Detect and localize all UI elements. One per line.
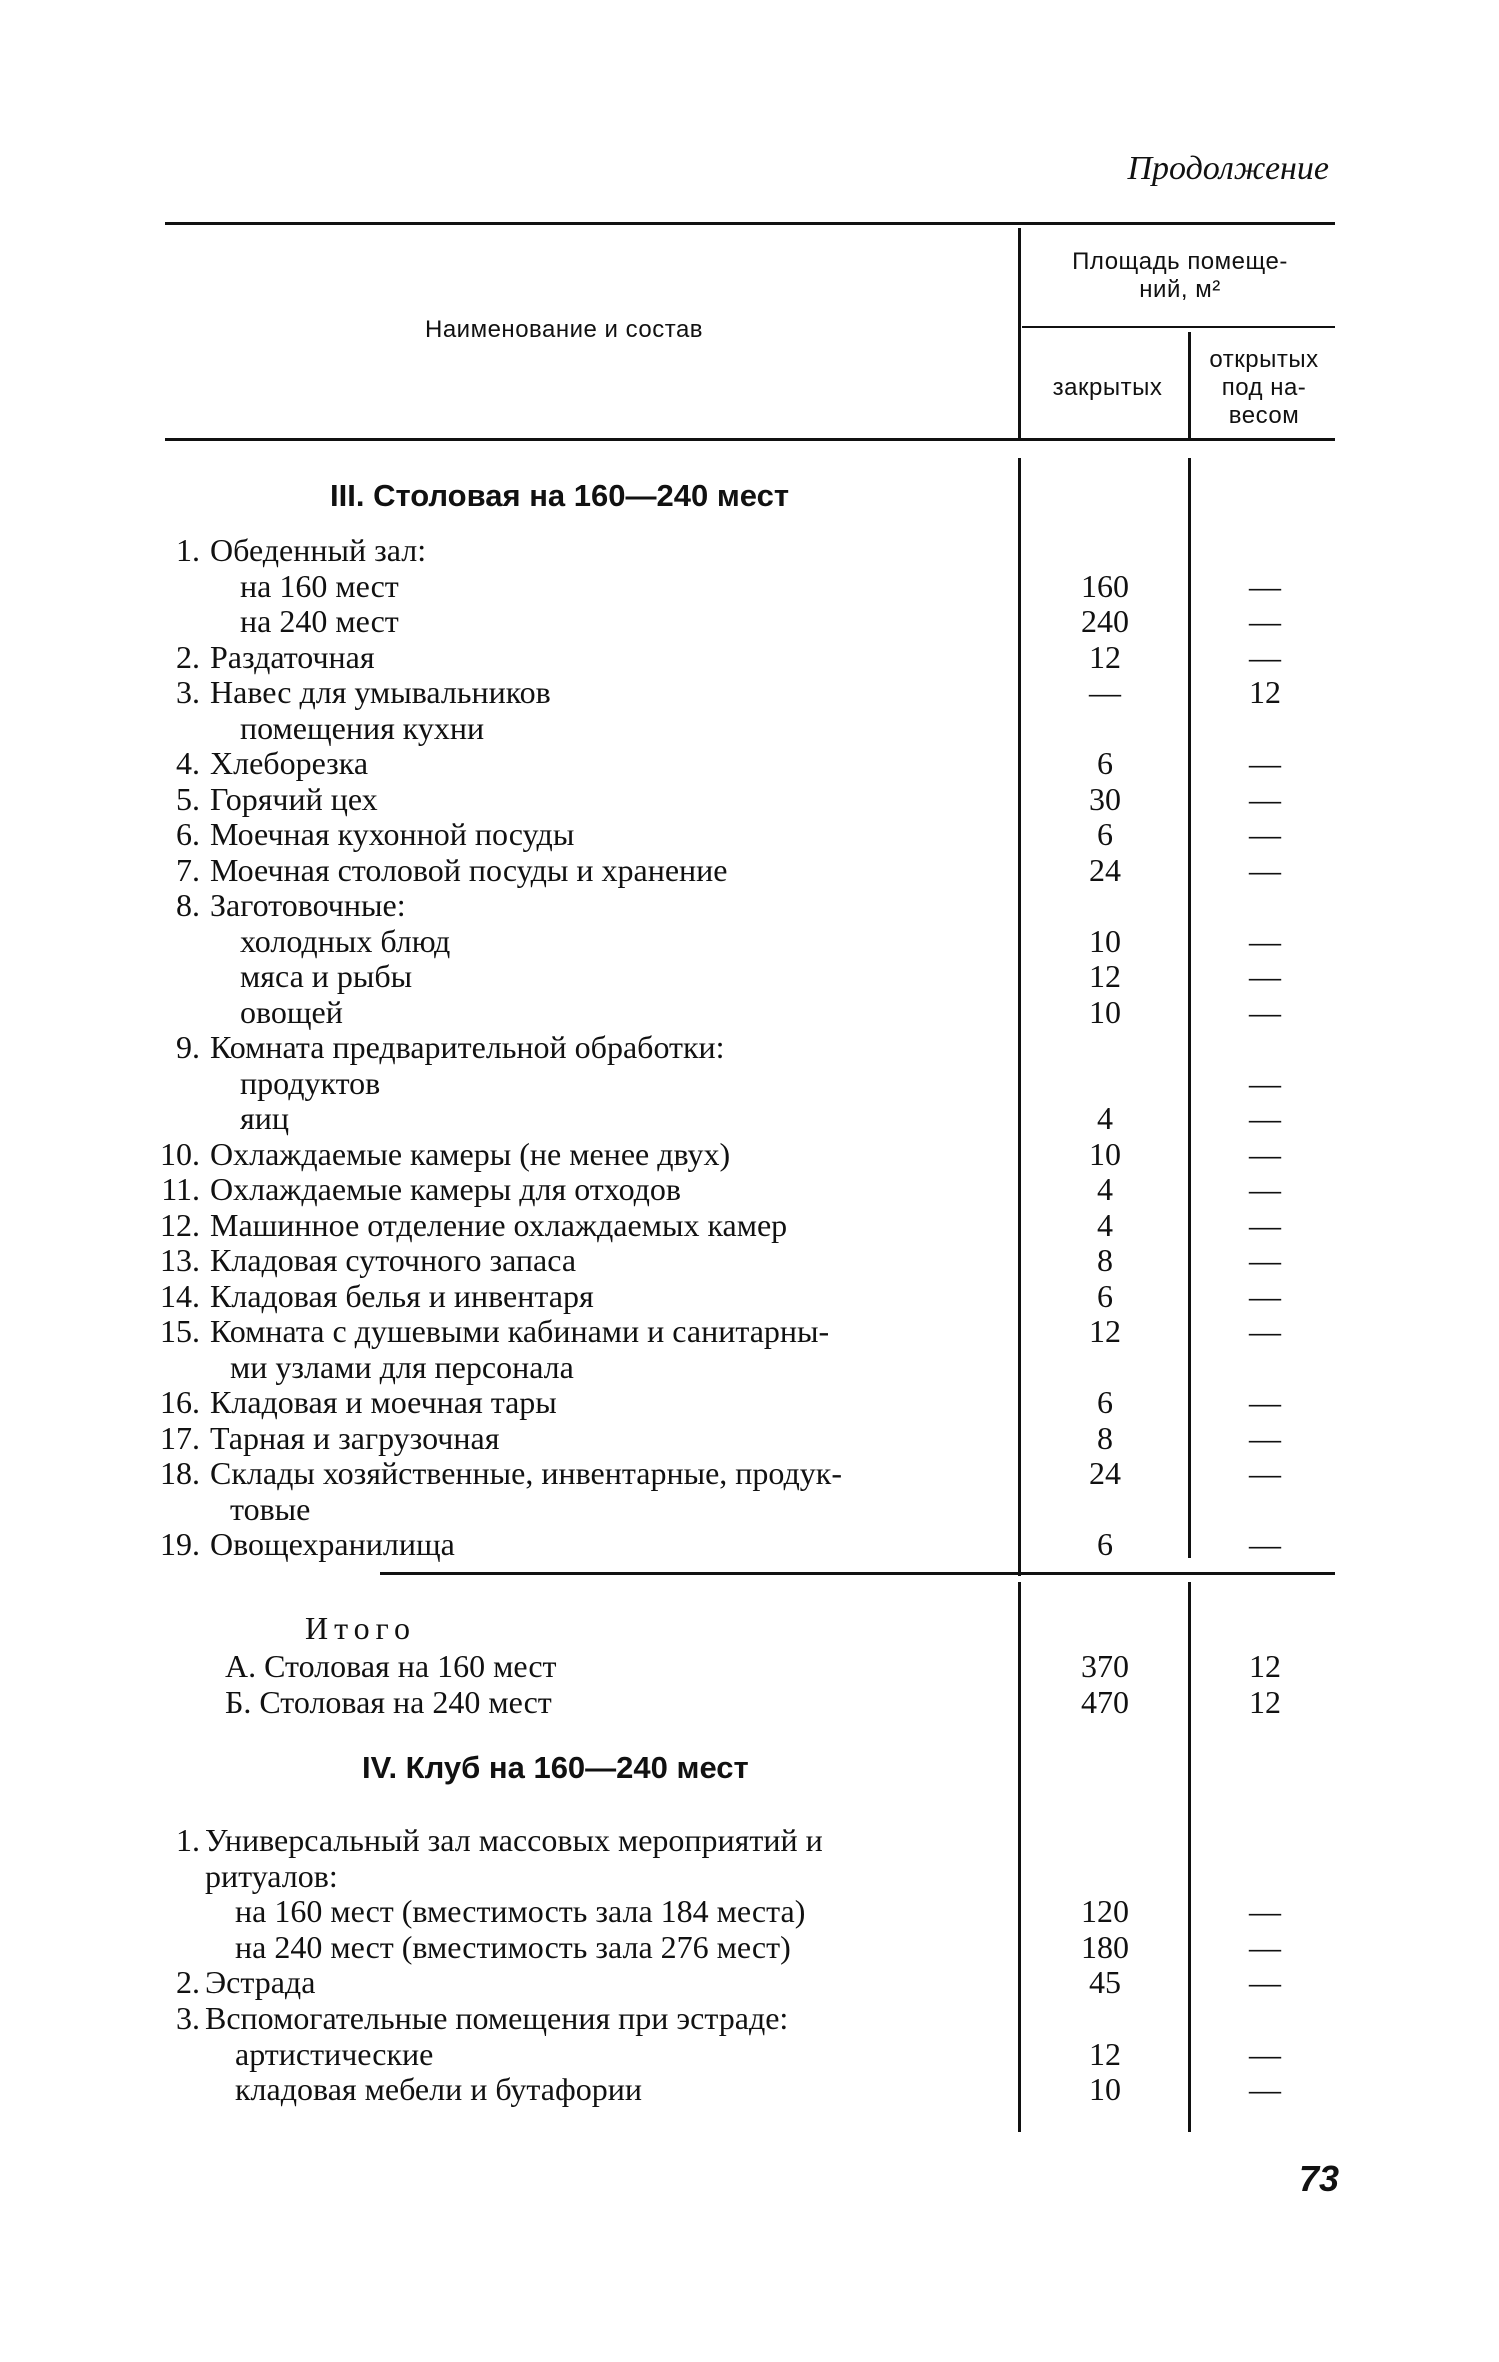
table-row [0,1100,1499,1136]
closed-area-value: 12 [1089,958,1121,994]
open-area-value: — [1249,1455,1281,1491]
row-name: Кладовая суточного запаса [210,1242,577,1278]
table-row [0,1964,1499,2000]
header-bottom-rule [165,438,1335,441]
row-number: 3. [176,2000,200,2036]
row-number: 15. [160,1313,200,1349]
row-number: 7. [176,851,200,888]
header-col-divider-2 [1188,332,1191,438]
open-area-value: — [1249,2035,1281,2072]
row-name: кладовая мебели и бутафории [235,2071,642,2108]
row-name: Кладовая белья и инвентаря [210,1277,594,1314]
continuation-label: Продолжение [1127,150,1329,187]
row-number: 18. [160,1455,200,1491]
row-name: Моечная кухонной посуды [210,816,575,852]
row-name: Эстрада [205,1964,316,2001]
row-number: 2. [176,1964,200,2001]
closed-area-value: 24 [1089,1455,1121,1491]
closed-area-value: 470 [1081,1683,1129,1720]
row-number: 17. [160,1419,200,1456]
table-row [0,1684,1499,1720]
table-top-rule [165,222,1335,225]
row-number: 5. [176,780,200,817]
row-name: на 160 мест (вместимость зала 184 места) [235,1893,806,1930]
row-name: на 240 мест [240,603,399,639]
table-row [0,923,1499,959]
area-subheader-rule [1022,326,1335,328]
row-number: 11. [161,1171,200,1207]
row-name: Горячий цех [210,780,378,817]
row-name: Машинное отделение охлаждаемых камер [210,1206,788,1243]
row-name: помещения кухни [240,709,485,746]
row-number: 6. [176,816,200,852]
open-area-value: — [1249,1171,1281,1207]
row-name: А. Столовая на 160 мест [225,1648,557,1684]
table-row [0,1420,1499,1456]
closed-area-value: 12 [1089,1313,1121,1349]
open-area-value: 12 [1249,674,1281,710]
closed-area-value: 160 [1081,567,1129,604]
closed-area-value: 370 [1081,1648,1129,1684]
open-area-value: — [1249,1277,1281,1314]
table-row [0,887,1499,923]
open-area-value: — [1249,1064,1281,1101]
section4-title: IV. Клуб на 160—240 мест [362,1750,749,1785]
table-row [0,816,1499,852]
table-row [0,1526,1499,1562]
row-name: на 160 мест [240,567,399,604]
table-row [0,1242,1499,1278]
open-area-value: — [1249,1135,1281,1172]
table-row [0,781,1499,817]
table-row [0,1384,1499,1420]
closed-area-value: 6 [1097,1526,1113,1562]
open-area-value: — [1249,1526,1281,1562]
table-row [0,1929,1499,1965]
open-area-value: 12 [1249,1648,1281,1684]
row-name: Охлаждаемые камеры (не менее двух) [210,1135,731,1172]
section3-end-rule [380,1572,1335,1575]
open-area-value: — [1249,851,1281,888]
closed-area-value: 6 [1097,745,1113,781]
row-name: Комната предварительной обработки: [210,1029,725,1065]
table-row [0,639,1499,675]
row-name: мяса и рыбы [240,958,413,994]
open-area-value: — [1249,922,1281,959]
table-row [0,1065,1499,1101]
closed-area-value: 180 [1081,1928,1129,1965]
closed-area-value: 12 [1089,638,1121,675]
table-row [0,603,1499,639]
closed-area-value: 6 [1097,1384,1113,1420]
table-row [0,1136,1499,1172]
open-area-value: — [1249,1419,1281,1456]
row-number: 1. [176,532,200,568]
row-name: Охлаждаемые камеры для отходов [210,1171,682,1207]
row-number: 12. [160,1206,200,1243]
row-name: Склады хозяйственные, инвентарные, продук- [210,1455,842,1491]
open-area-value: — [1249,1964,1281,2001]
row-name: холодных блюд [240,922,451,959]
closed-area-value: 10 [1089,2071,1121,2108]
open-area-value: — [1249,567,1281,604]
closed-area-value: 8 [1097,1419,1113,1456]
open-area-value: — [1249,1384,1281,1420]
table-row [0,1171,1499,1207]
table-row [0,1648,1499,1684]
row-name: Обеденный зал: [210,532,427,568]
row-name: Раздаточная [210,638,375,675]
open-area-value: — [1249,1206,1281,1243]
closed-area-value: 6 [1097,816,1113,852]
row-name: ми узлами для персонала [230,1348,574,1385]
row-name: Универсальный зал массовых мероприятий и [205,1822,823,1858]
row-number: 9. [176,1029,200,1065]
open-area-value: — [1249,2071,1281,2108]
open-area-value: — [1249,1242,1281,1278]
closed-area-value: 10 [1089,1135,1121,1172]
table-row [0,532,1499,568]
table-row [0,1491,1499,1527]
header-col-divider-1 [1018,228,1021,438]
row-name: Кладовая и моечная тары [210,1384,557,1420]
closed-area-value: 4 [1097,1206,1113,1243]
closed-area-value: — [1089,674,1121,710]
open-area-value: — [1249,603,1281,639]
table-row [0,1278,1499,1314]
open-area-value: — [1249,780,1281,817]
closed-area-value: 45 [1089,1964,1121,2001]
row-name: Заготовочные: [210,887,406,923]
totals-title: Итого [305,1610,416,1646]
open-area-value: — [1249,1313,1281,1349]
row-number: 8. [176,887,200,923]
row-number: 1. [176,1822,200,1858]
closed-area-value: 120 [1081,1893,1129,1930]
closed-area-value: 4 [1097,1100,1113,1136]
row-name: продуктов [240,1064,381,1101]
row-name: артистические [235,2035,434,2072]
closed-column-header: закрытых [1052,374,1163,401]
name-column-header: Наименование и состав [425,316,704,343]
row-name: Тарная и загрузочная [210,1419,500,1456]
row-number: 13. [160,1242,200,1278]
table-row [0,1893,1499,1929]
closed-area-value: 6 [1097,1277,1113,1314]
section3-title: III. Столовая на 160—240 мест [330,478,790,513]
area-group-header: Площадь помеще- ний, м² [1072,248,1288,303]
table-row [0,2036,1499,2072]
table-row [0,2071,1499,2107]
row-name: Овощехранилища [210,1526,455,1562]
table-row [0,568,1499,604]
table-row [0,1207,1499,1243]
row-name: Комната с душевыми кабинами и санитарны- [210,1313,830,1349]
table-row [0,1455,1499,1491]
table-row [0,1349,1499,1385]
open-area-value: — [1249,958,1281,994]
table-row [0,852,1499,888]
row-number: 4. [176,745,200,781]
table-row [0,710,1499,746]
open-area-value: — [1249,1100,1281,1136]
closed-area-value: 10 [1089,993,1121,1030]
row-name: овощей [240,993,343,1030]
row-name: яиц [240,1100,289,1136]
closed-area-value: 8 [1097,1242,1113,1278]
open-area-value: — [1249,1928,1281,1965]
row-number: 16. [160,1384,200,1420]
table-row [0,1029,1499,1065]
open-area-value: — [1249,816,1281,852]
row-name: на 240 мест (вместимость зала 276 мест) [235,1928,791,1965]
closed-area-value: 12 [1089,2035,1121,2072]
row-name: Б. Столовая на 240 мест [225,1683,552,1720]
table-row [0,745,1499,781]
table-row [0,958,1499,994]
row-number: 3. [176,674,200,710]
closed-area-value: 240 [1081,603,1129,639]
table-row [0,994,1499,1030]
table-row [0,1822,1499,1858]
closed-area-value: 30 [1089,780,1121,817]
row-number: 14. [160,1277,200,1314]
closed-area-value: 24 [1089,851,1121,888]
row-number: 10. [160,1135,200,1172]
row-name: Навес для умывальников [210,674,551,710]
row-name: Моечная столовой посуды и хранение [210,851,728,888]
row-name: Хлеборезка [210,745,369,781]
closed-area-value: 4 [1097,1171,1113,1207]
open-area-value: — [1249,745,1281,781]
table-row [0,674,1499,710]
open-column-header: открытых под на- весом [1209,346,1319,429]
table-row [0,2000,1499,2036]
closed-area-value: 10 [1089,922,1121,959]
row-name: ритуалов: [205,1857,338,1894]
row-name: товые [230,1490,311,1527]
open-area-value: — [1249,1893,1281,1930]
row-number: 19. [160,1526,200,1562]
open-area-value: — [1249,638,1281,675]
open-area-value: 12 [1249,1683,1281,1720]
row-number: 2. [176,638,200,675]
page-number: 73 [1298,2158,1339,2199]
table-row [0,1858,1499,1894]
row-name: Вспомогательные помещения при эстраде: [205,2000,789,2036]
open-area-value: — [1249,993,1281,1030]
table-row [0,1313,1499,1349]
